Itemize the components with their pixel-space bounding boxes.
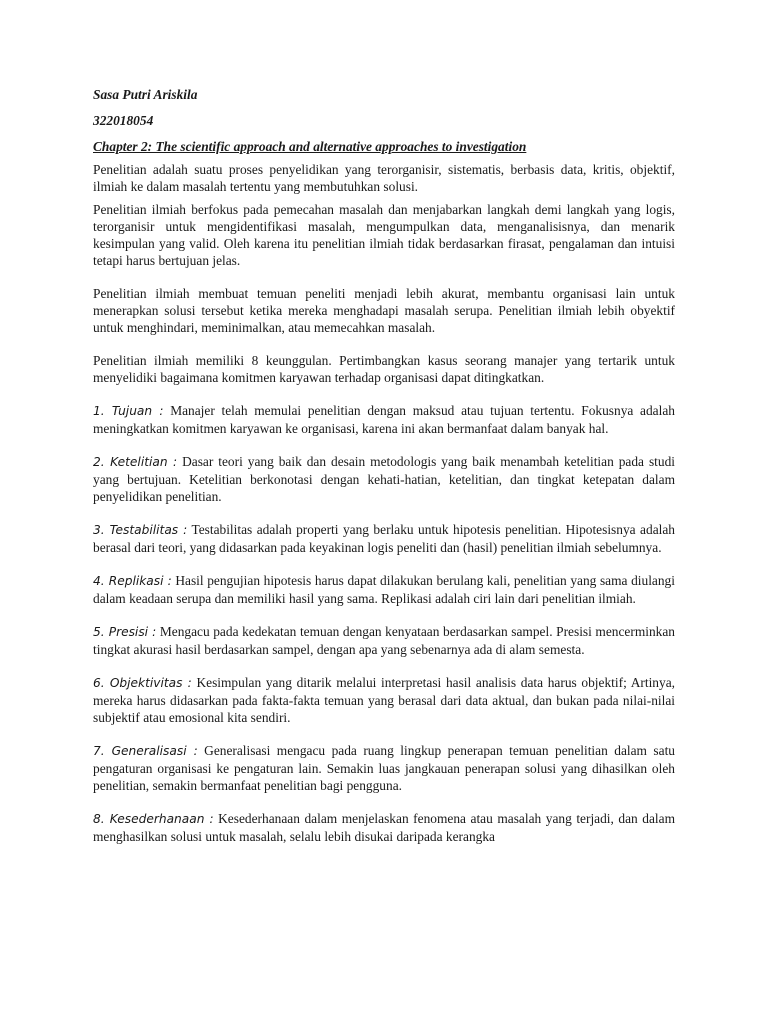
student-id: 322018054 — [93, 113, 154, 128]
list-item — [93, 453, 675, 505]
list-item-label: 4. Replikasi : — [93, 574, 172, 588]
document-page — [93, 86, 675, 851]
list-item — [93, 810, 675, 845]
list-item-label: 2. Ketelitian : — [93, 455, 178, 469]
intro-paragraph: Penelitian adalah suatu proses penyelidikan yang terorganisir, sistematis, berbasis data, kritis, objektif, ilmiah ke dalam masalah tertentu yang membutuhkan solusi. — [93, 162, 675, 194]
list-item — [93, 623, 675, 658]
list-item — [93, 521, 675, 556]
list-item-text: Mengacu pada kedekatan temuan dengan kenyataan berdasarkan sampel. Presisi mencerminkan tingkat akurasi hasil berdasarkan sampel, dengan apa yang sebenarnya ada di alam semesta. — [93, 624, 675, 657]
list-item-label: 7. Generalisasi : — [93, 744, 198, 758]
list-item-text: Hasil pengujian hipotesis harus dapat dilakukan berulang kali, penelitian yang sama diulangi dalam keadaan serupa dan memiliki hasil yang sama. Replikasi adalah ciri lain dari penelitian ilmiah. — [93, 573, 675, 606]
author-name: Sasa Putri Ariskila — [93, 87, 198, 102]
list-item-text: Generalisasi mengacu pada ruang lingkup penerapan temuan penelitian dalam satu pengaturan organisasi ke pengaturan lain. Semakin luas jangkauan penerapan solusi yang dihasilkan oleh penelitian, semakin bermanfaat penelitian bagi pengguna. — [93, 743, 676, 793]
list-item-label: 6. Objektivitas : — [93, 676, 192, 690]
list-item-text: Testabilitas adalah properti yang berlaku untuk hipotesis penelitian. Hipotesisnya adalah berasal dari teori, yang didasarkan pada keyakinan logis peneliti dan (hasil) penelitian ilmiah sebelumnya. — [93, 522, 675, 555]
list-item — [93, 742, 675, 794]
list-item-label: 5. Presisi : — [93, 625, 157, 639]
intro-paragraph: Penelitian ilmiah memiliki 8 keunggulan. Pertimbangkan kasus seorang manajer yang tertarik untuk menyelidiki bagaimana komitmen karyawan terhadap organisasi dapat ditingkatkan. — [93, 353, 675, 385]
list-item — [93, 572, 675, 607]
list-item — [93, 674, 675, 726]
intro-paragraph: Penelitian ilmiah berfokus pada pemecahan masalah dan menjabarkan langkah demi langkah yang logis, terorganisir untuk mengidentifikasi masalah, mengumpulkan data, menganalisisnya, dan menarik kesimpulan yang valid. Oleh karena itu penelitian ilmiah tidak berdasarkan firasat, pengalaman dan intuisi tetapi harus bertujuan jelas. — [93, 202, 675, 268]
list-item-text: Manajer telah memulai penelitian dengan maksud atau tujuan tertentu. Fokusnya adalah meningkatkan komitmen karyawan ke organisasi, karena ini akan bermanfaat dalam banyak hal. — [93, 403, 675, 436]
chapter-title: Chapter 2: The scientific approach and alternative approaches to investigation — [93, 139, 527, 154]
list-item-label: 3. Testabilitas : — [93, 523, 188, 537]
intro-paragraph: Penelitian ilmiah membuat temuan peneliti menjadi lebih akurat, membantu organisasi lain untuk menerapkan solusi tersebut ketika mereka menghadapi masalah serupa. Penelitian ilmiah lebih obyektif untuk menghindari, meminimalkan, atau memecahkan masalah. — [93, 286, 675, 335]
list-item-label: 8. Kesederhanaan : — [93, 812, 214, 826]
list-item-text: Kesimpulan yang ditarik melalui interpretasi hasil analisis data harus objektif; Artinya, mereka harus didasarkan pada fakta-fakta temuan yang berasal dari data aktual, dan bukan pada nilai-nilai subjektif atau emosional kita sendiri. — [93, 675, 675, 725]
list-item-label: 1. Tujuan : — [93, 404, 164, 418]
list-item-text: Kesederhanaan dalam menjelaskan fenomena atau masalah yang terjadi, dan dalam menghasilkan solusi untuk masalah, selalu lebih disukai daripada kerangka — [93, 811, 675, 844]
list-item — [93, 402, 675, 437]
list-item-text: Dasar teori yang baik dan desain metodologis yang baik menambah ketelitian pada studi yang bertujuan. Ketelitian berkonotasi dengan kehati-hatian, ketelitian, dan tingkat ketepatan dalam penyelidikan penelitian. — [93, 454, 675, 504]
